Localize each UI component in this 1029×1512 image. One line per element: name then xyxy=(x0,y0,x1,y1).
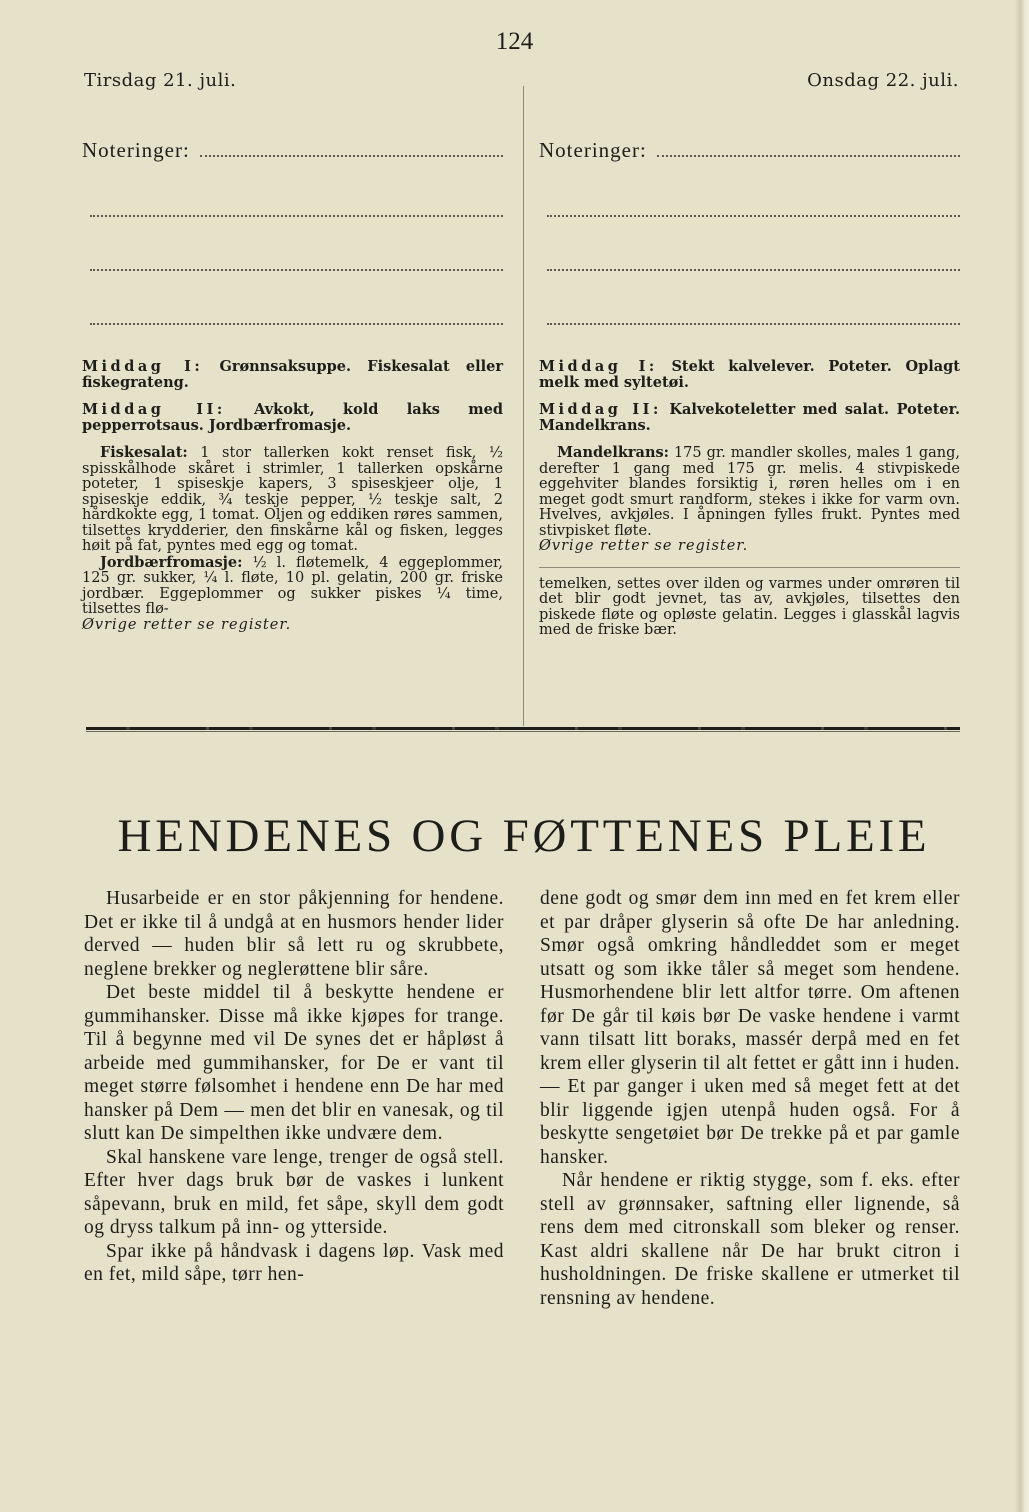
right-recipe-1-text: 175 gr. mandler skolles, males 1 gang, derefter 1 gang med 175 gr. melis. 4 stivpiskede eggehviter blandes forsiktig i, røren helles om i en meget godt smurt randform, stekes i ikke for varm ovn. Hvelves, avkjøles. I åpningen fylles frukt. Pyntes med stivpisket fløte. xyxy=(539,445,960,539)
article-right-paragraph-1: dene godt og smør dem inn med en fet krem eller et par dråper glyserin så ofte De har anledning. Smør også omkring håndleddet som er meget utsatt og som ikke tåler så meget som hendene. Husmorhendene blir lett altfor tørre. Om aftenen før De går til køis bør De vaske hendene i varmt vann tilsatt litt boraks, massér derpå med en fet krem eller glyserin til alt fettet er gått inn i huden. — Et par ganger i uken med så meget fett at det blir liggende igjen utenpå huden også. For å beskytte sengetøiet bør De trekke på et par gamle hansker. xyxy=(540,888,960,1168)
right-continuation-text: temelken, settes over ilden og varmes under omrøren til det blir godt jevnet, tas av, avkjøles, tilsettes den piskede fløte og opløste gelatin. Legges i glasskål lagvis med de friske bær. xyxy=(539,567,960,639)
article-left-paragraph-2: Det beste middel til å beskytte hendene er gummihansker. Disse må ikke kjøpes for trange. Til å begynne med vil De synes det er håpløst å arbeide med gummihansker, for De er vant til meget større følsomhet i hendene enn De har med hansker på Dem — men det blir en vanesak, og til slutt kan De simpelthen ikke undvære dem. xyxy=(84,982,504,1144)
right-middag-1-label: Middag I: xyxy=(539,358,658,375)
right-notes-label: Noteringer: xyxy=(539,138,647,162)
left-notes-label-row xyxy=(82,138,503,163)
right-notes-dotline-1 xyxy=(657,141,960,157)
page-number: 124 xyxy=(495,28,534,55)
right-day-heading: Onsdag 22. juli. xyxy=(807,70,959,91)
left-recipe-2-text: ½ l. fløtemelk, 4 eggeplommer, 125 gr. sukker, ¼ l. fløte, 10 pl. gelatin, 200 gr. friske jordbær. Eggeplommer og sukker piskes ¼ time, tilsettes flø- xyxy=(82,554,503,617)
article-left-column xyxy=(84,887,504,1287)
right-notes-dotline-2 xyxy=(547,215,960,217)
section-divider-hairline xyxy=(86,731,960,732)
left-notes-label: Noteringer: xyxy=(82,138,190,162)
column-divider xyxy=(523,86,524,726)
page-edge-shadow xyxy=(1015,0,1029,1512)
left-recipe-1 xyxy=(82,445,503,555)
left-notes-dotline-4 xyxy=(90,323,503,325)
right-notes-label-row xyxy=(539,138,960,163)
right-middag-1 xyxy=(539,359,960,390)
article-left-paragraph-1: Husarbeide er en stor påkjenning for hendene. Det er ikke til å undgå at en husmors hender lider derved — huden blir så lett ru og skrubbete, neglene brekker og neglerøttene blir såre. xyxy=(84,888,504,980)
article-right-paragraph-2: Når hendene er riktig stygge, som f. eks. efter stell av grønnsaker, saftning eller lignende, så rens dem med citronskall som bleker og renser. Kast aldri skallene når De har brukt citron i husholdningen. De friske skallene er utmerket til rensning av hendene. xyxy=(540,1170,960,1309)
left-notes-dotline-2 xyxy=(90,215,503,217)
right-recipe-1-label: Mandelkrans: xyxy=(557,444,669,461)
article-left-paragraph-4: Spar ikke på håndvask i dagens løp. Vask med en fet, mild såpe, tørr hen- xyxy=(84,1240,504,1285)
left-recipe-1-label: Fiskesalat: xyxy=(100,444,188,461)
right-middag-2 xyxy=(539,402,960,433)
right-notes-dotline-3 xyxy=(547,269,960,271)
right-middag-1-text: Stekt kalvelever. Poteter. Oplagt melk med syltetøi. xyxy=(539,358,960,391)
left-day-heading: Tirsdag 21. juli. xyxy=(84,70,237,91)
left-middag-1 xyxy=(82,359,503,390)
article-left-paragraph-3: Skal hanskene vare lenge, trenger de også stell. Efter hver dags bruk bør de vaskes i lunkent såpevann, bruk en mild, fet såpe, skyll dem godt og dryss talkum på inn- og ytterside. xyxy=(84,1146,504,1238)
article-right-column xyxy=(540,887,960,1310)
right-notes-dotline-4 xyxy=(547,323,960,325)
left-notes-dotline-3 xyxy=(90,269,503,271)
left-middag-2-label: Middag II: xyxy=(82,401,226,418)
left-notes xyxy=(82,138,503,325)
left-recipe-2-label: Jordbærfromasje: xyxy=(100,553,243,571)
left-recipe-1-text: 1 stor tallerken kokt renset fisk, ½ spisskålhode skåret i strimler, 1 tallerken opskårne poteter, 1 spiseskje kapers, 3 spiseskjeer olje, 1 spiseskje eddik, ¾ teskje pepper, ½ teskje salt, 2 hårdkokte egg, 1 tomat. Oljen og eddiken røres sammen, tilsettes krydderier, den finskårne kål og fisken, legges høit på fat, pyntes med egg og tomat. xyxy=(82,445,503,554)
left-recipe-2 xyxy=(82,555,503,618)
right-menu xyxy=(539,359,960,639)
left-middag-1-label: Middag I: xyxy=(82,358,204,375)
right-recipe-1 xyxy=(539,445,960,539)
right-notes xyxy=(539,138,960,325)
left-middag-2 xyxy=(82,402,503,433)
right-middag-2-label: Middag II: xyxy=(539,401,662,418)
section-divider-band xyxy=(86,727,960,730)
left-notes-dotline-1 xyxy=(200,141,503,157)
left-middag-1-text: Grønnsaksuppe. Fiskesalat eller fiskegrateng. xyxy=(82,358,503,391)
right-middag-2-text: Kalvekoteletter med salat. Poteter. Mandelkrans. xyxy=(539,401,960,434)
left-other-dishes: Øvrige retter se register. xyxy=(82,616,292,633)
left-menu xyxy=(82,359,503,633)
left-middag-2-text: Avkokt, kold laks med pepperrotsaus. Jordbærfromasje. xyxy=(82,401,503,434)
right-other-dishes: Øvrige retter se register. xyxy=(539,538,749,554)
article-title: HENDENES OG FØTTENES PLEIE xyxy=(117,810,931,862)
